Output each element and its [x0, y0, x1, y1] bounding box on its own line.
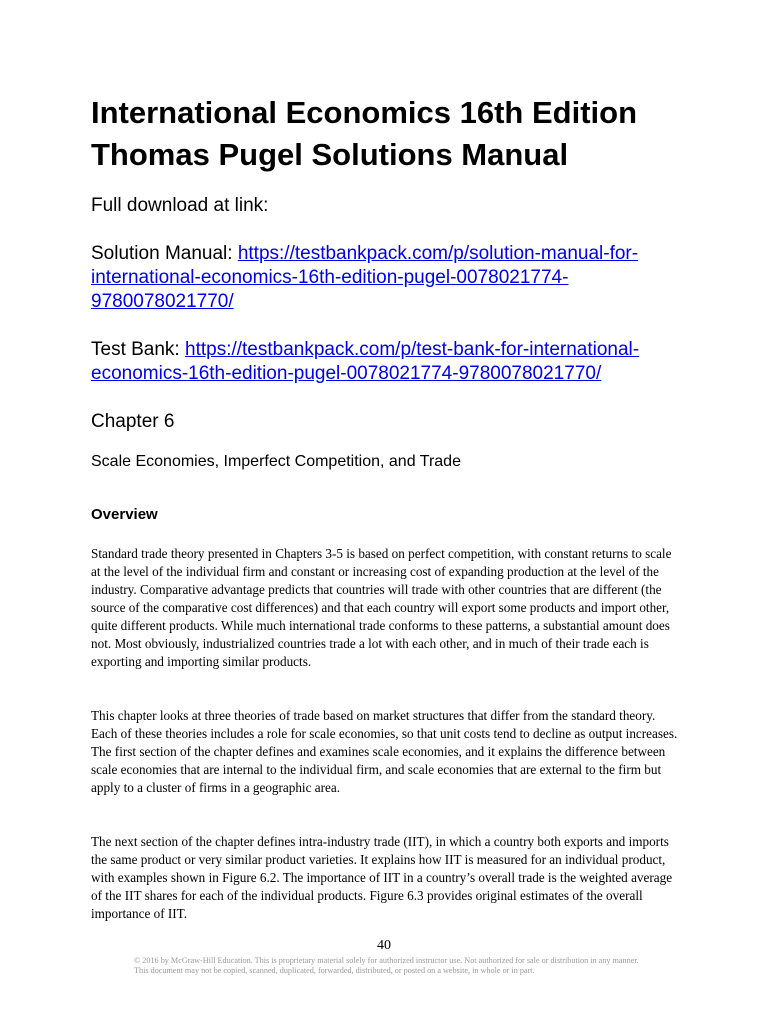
- title-line-2: Thomas Pugel Solutions Manual: [91, 137, 569, 172]
- overview-heading: Overview: [91, 506, 158, 523]
- test-bank-link[interactable]: https://testbankpack.com/p/test-bank-for-international-economics-16th-edition-pugel-0078021774-9780078021770/: [91, 339, 640, 384]
- title-line-1: International Economics 16th Edition: [91, 95, 638, 130]
- test-bank-label: Test Bank:: [91, 339, 180, 360]
- download-text: Full download at link:: [91, 195, 269, 216]
- paragraph-2: This chapter looks at three theories of trade based on market structures that differ from the standard theory. Each of these theories includes a role for scale economies, so that unit costs tend to decline as output increases. The first section of the chapter defines and examines scale economies, and it explains the difference between scale economies that are internal to the individual firm, and scale economies that are external to the firm but apply to a cluster of firms in a geographic area.: [91, 708, 678, 795]
- solution-manual-line: [91, 242, 691, 314]
- paragraph-1: Standard trade theory presented in Chapters 3-5 is based on perfect competition, with constant returns to scale at the level of the individual firm and constant or increasing cost of expanding production at the level of the industry. Comparative advantage predicts that countries will trade with other countries that are different (the source of the comparative cost differences) and that each country will export some products and import other, quite different products. While much international trade conforms to these patterns, a substantial amount does not. Most obviously, industrialized countries trade a lot with each other, and in much of their trade each is exporting and importing similar products.: [91, 546, 672, 669]
- solution-manual-link[interactable]: https://testbankpack.com/p/solution-manual-for-international-economics-16th-edition-pugel-0078021774-9780078021770/: [91, 243, 639, 312]
- copyright-footer: © 2016 by McGraw-Hill Education. This is proprietary material solely for authorized instructor use. Not authorized for sale or distribution in any manner. This document may not be copied, scanned, duplicated, forwarded, distributed, or posted on a website, in whole or in part.: [134, 956, 639, 975]
- paragraph-3: The next section of the chapter defines intra-industry trade (IIT), in which a country both exports and imports the same product or very similar product varieties. It explains how IIT is measured for an individual product, with examples shown in Figure 6.2. The importance of IIT in a country’s overall trade is the weighted average of the IIT shares for each of the individual products. Figure 6.3 provides original estimates of the overall importance of IIT.: [91, 834, 673, 921]
- test-bank-line: [91, 338, 691, 386]
- page-number: 40: [377, 938, 391, 953]
- document-title: [91, 92, 731, 176]
- solution-manual-label: Solution Manual:: [91, 243, 233, 264]
- chapter-heading: Chapter 6: [91, 411, 175, 432]
- chapter-title: Scale Economies, Imperfect Competition, and Trade: [91, 453, 461, 470]
